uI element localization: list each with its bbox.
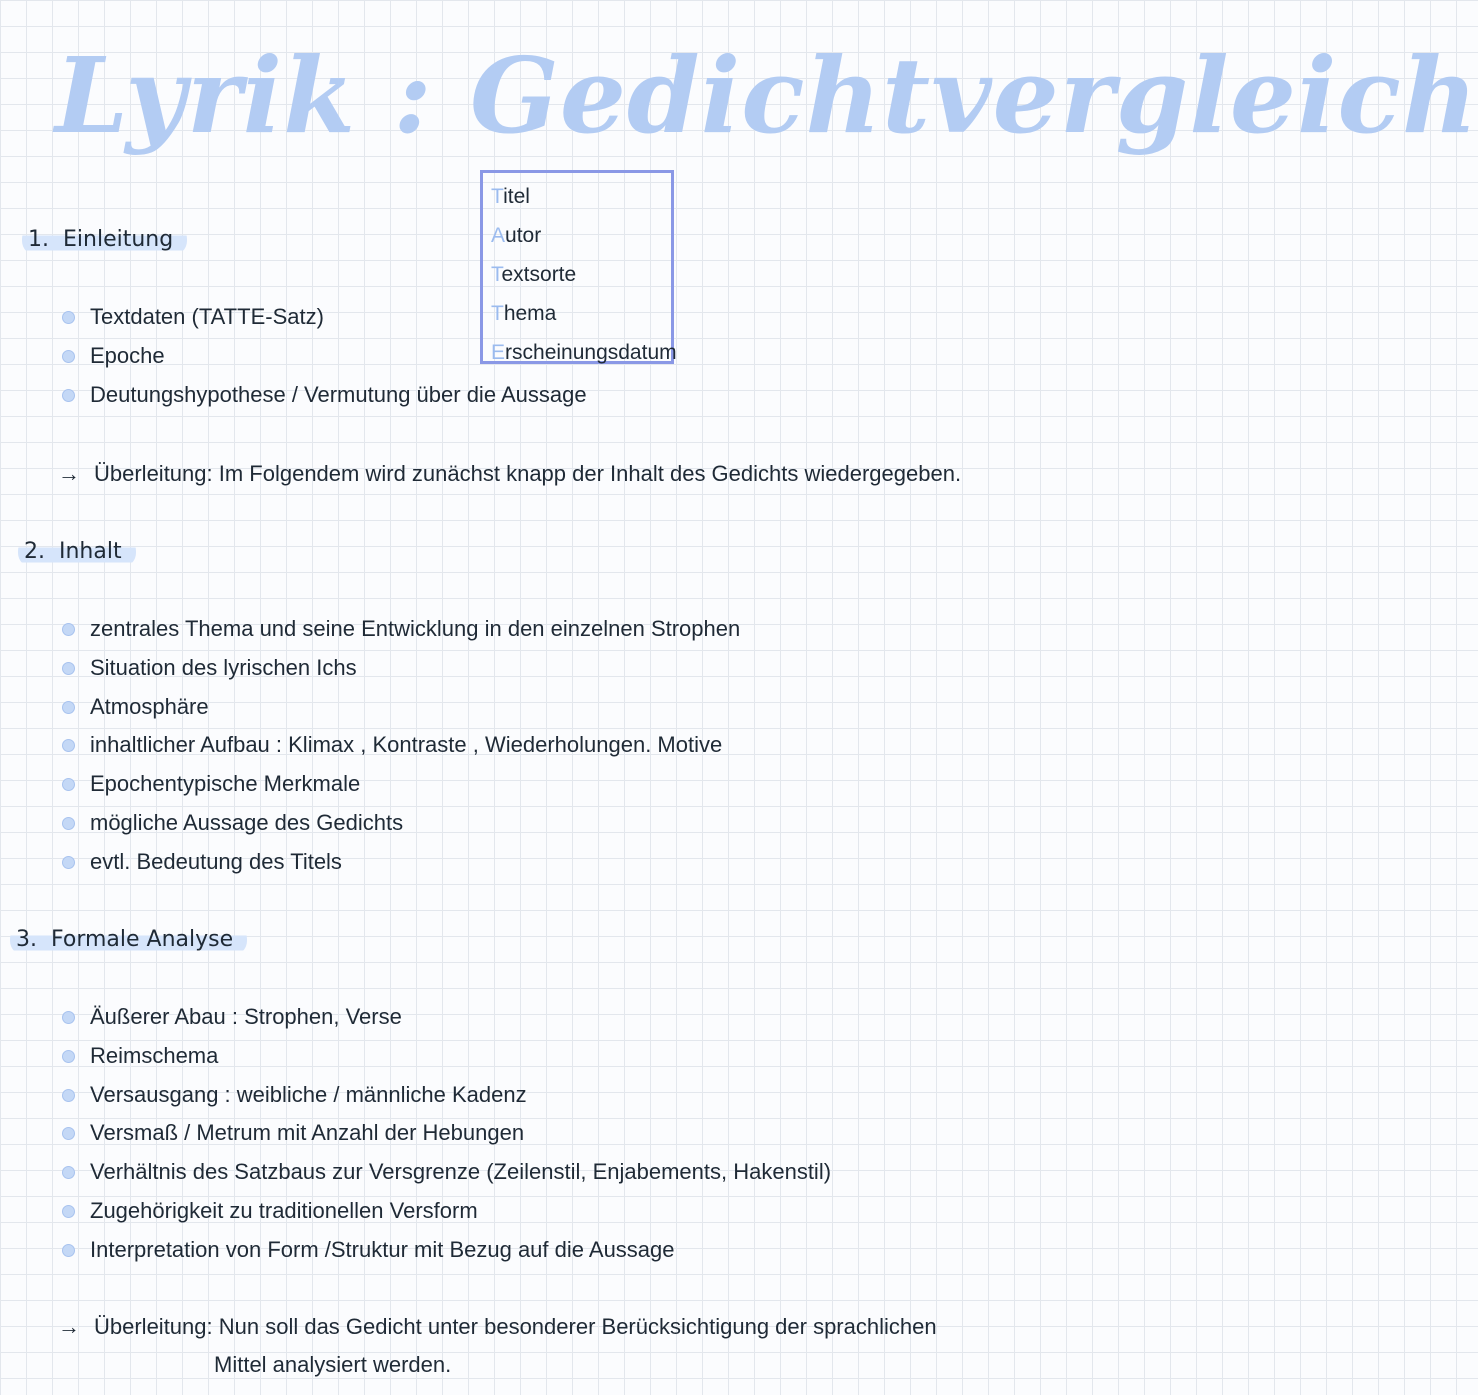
list-item: Situation des lyrischen Ichs (60, 649, 740, 688)
transition-text-2-continued: Mittel analysiert werden. (214, 1352, 452, 1377)
arrow-right-icon: → (58, 461, 80, 486)
list-item: inhaltlicher Aufbau : Klimax , Kontraste , Wiederholungen. Motive (60, 726, 740, 765)
list-item: Versmaß / Metrum mit Anzahl der Hebungen (60, 1114, 831, 1153)
box-row: Titel (491, 185, 530, 208)
box-row: Thema (491, 302, 557, 325)
list-item: mögliche Aussage des Gedichts (60, 804, 740, 843)
list-item: Verhältnis des Satzbaus zur Versgrenze (Zeilenstil, Enjabements, Hakenstil) (60, 1153, 831, 1192)
transition-text-2: → Überleitung: Nun soll das Gedicht unter besonderer Berücksichtigung der sprachlichen (58, 1308, 937, 1346)
list-item: Reimschema (60, 1037, 831, 1076)
list-item: Interpretation von Form /Struktur mit Bezug auf die Aussage (60, 1231, 831, 1270)
bullet-icon (62, 1127, 75, 1140)
list-item: Epoche (60, 337, 587, 376)
transition-text: → Überleitung: Im Folgendem wird zunächst knapp der Inhalt des Gedichts wiedergegeben. (58, 455, 961, 493)
list-item: evtl. Bedeutung des Titels (60, 843, 740, 882)
einleitung-list (60, 298, 587, 414)
bullet-icon (62, 778, 75, 791)
list-item: Versausgang : weibliche / männliche Kadenz (60, 1076, 831, 1115)
bullet-icon (62, 311, 75, 324)
bullet-icon (62, 856, 75, 869)
list-item: Deutungshypothese / Vermutung über die Aussage (60, 376, 587, 415)
bullet-icon (62, 817, 75, 830)
formale-analyse-list (60, 998, 831, 1270)
list-item: Zugehörigkeit zu traditionellen Versform (60, 1192, 831, 1231)
bullet-icon (62, 350, 75, 363)
list-item: Atmosphäre (60, 688, 740, 727)
bullet-icon (62, 1050, 75, 1063)
bullet-icon (62, 1166, 75, 1179)
list-item: Äußerer Abau : Strophen, Verse (60, 998, 831, 1037)
list-item: zentrales Thema und seine Entwicklung in den einzelnen Strophen (60, 610, 740, 649)
section-heading-inhalt: 2. Inhalt (18, 537, 136, 567)
section-heading-formale-analyse: 3. Formale Analyse (10, 925, 247, 955)
box-row: Erscheinungsdatum (491, 341, 677, 364)
bullet-icon (62, 1089, 75, 1102)
page-title: Lyrik : Gedichtvergleich (55, 34, 1478, 157)
list-item: Textdaten (TATTE-Satz) (60, 298, 587, 337)
box-row: Textsorte (491, 263, 577, 286)
bullet-icon (62, 701, 75, 714)
bullet-icon (62, 389, 75, 402)
list-item: Epochentypische Merkmale (60, 765, 740, 804)
bullet-icon (62, 739, 75, 752)
bullet-icon (62, 1244, 75, 1257)
bullet-icon (62, 623, 75, 636)
bullet-icon (62, 662, 75, 675)
box-row: Autor (491, 224, 542, 247)
inhalt-list (60, 610, 740, 882)
section-heading-einleitung: 1. Einleitung (22, 225, 187, 255)
bullet-icon (62, 1011, 75, 1024)
arrow-right-icon: → (58, 1314, 80, 1339)
bullet-icon (62, 1205, 75, 1218)
